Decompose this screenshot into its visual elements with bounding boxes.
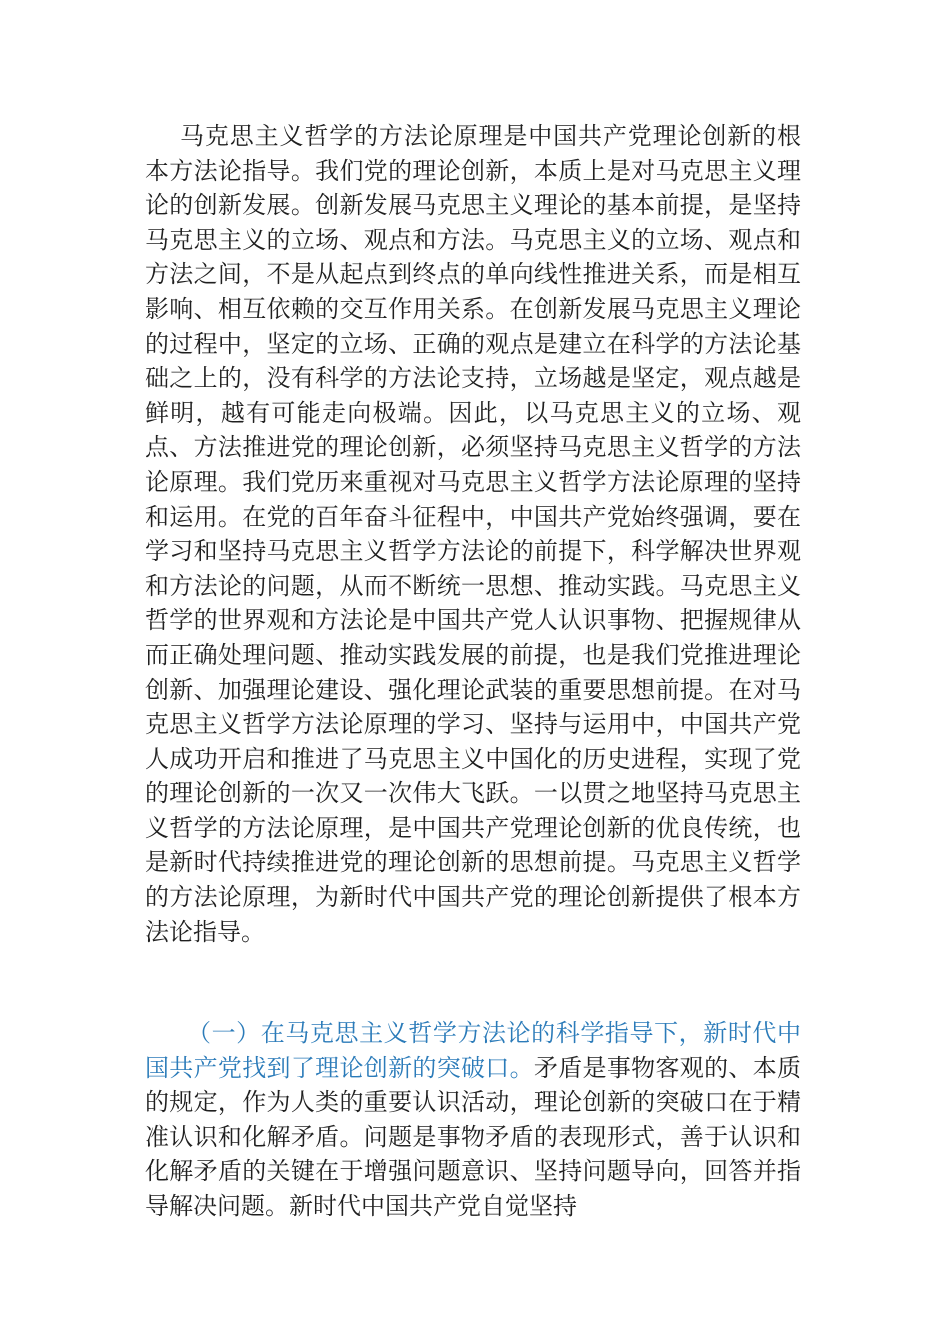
section-heading: （一）在马克思主义哲学方法论的科学指导下，新时代中国共产党找到了理论创新的突破口。 bbox=[145, 1019, 801, 1082]
section-paragraph bbox=[145, 1016, 801, 1224]
body-paragraph: 马克思主义哲学的方法论原理是中国共产党理论创新的根本方法论指导。我们党的理论创新，本质上是对马克思主义理论的创新发展。创新发展马克思主义理论的基本前提，是坚持马克思主义的立场、观点和方法。马克思主义的立场、观点和方法之间，不是从起点到终点的单向线性推进关系，而是相互影响、相互依赖的交互作用关系。在创新发展马克思主义理论的过程中，坚定的立场、正确的观点是建立在科学的方法论基础之上的，没有科学的方法论支持，立场越是坚定，观点越是鲜明，越有可能走向极端。因此，以马克思主义的立场、观点、方法推进党的理论创新，必须坚持马克思主义哲学的方法论原理。我们党历来重视对马克思主义哲学方法论原理的坚持和运用。在党的百年奋斗征程中，中国共产党始终强调，要在学习和坚持马克思主义哲学方法论的前提下，科学解决世界观和方法论的问题，从而不断统一思想、推动实践。马克思主义哲学的世界观和方法论是中国共产党人认识事物、把握规律从而正确处理问题、推动实践发展的前提，也是我们党推进理论创新、加强理论建设、强化理论武装的重要思想前提。在对马克思主义哲学方法论原理的学习、坚持与运用中，中国共产党人成功开启和推进了马克思主义中国化的历史进程，实现了党的理论创新的一次又一次伟大飞跃。一以贯之地坚持马克思主义哲学的方法论原理，是中国共产党理论创新的优良传统，也是新时代持续推进党的理论创新的思想前提。马克思主义哲学的方法论原理，为新时代中国共产党的理论创新提供了根本方法论指导。 bbox=[145, 122, 801, 946]
section-body-text: 矛盾是事物客观的、本质的规定，作为人类的重要认识活动，理论创新的突破口在于精准认识和化解矛盾。问题是事物矛盾的表现形式，善于认识和化解矛盾的关键在于增强问题意识、坚持问题导向，回答并指导解决问题。新时代中国共产党自觉坚持 bbox=[145, 1053, 801, 1220]
